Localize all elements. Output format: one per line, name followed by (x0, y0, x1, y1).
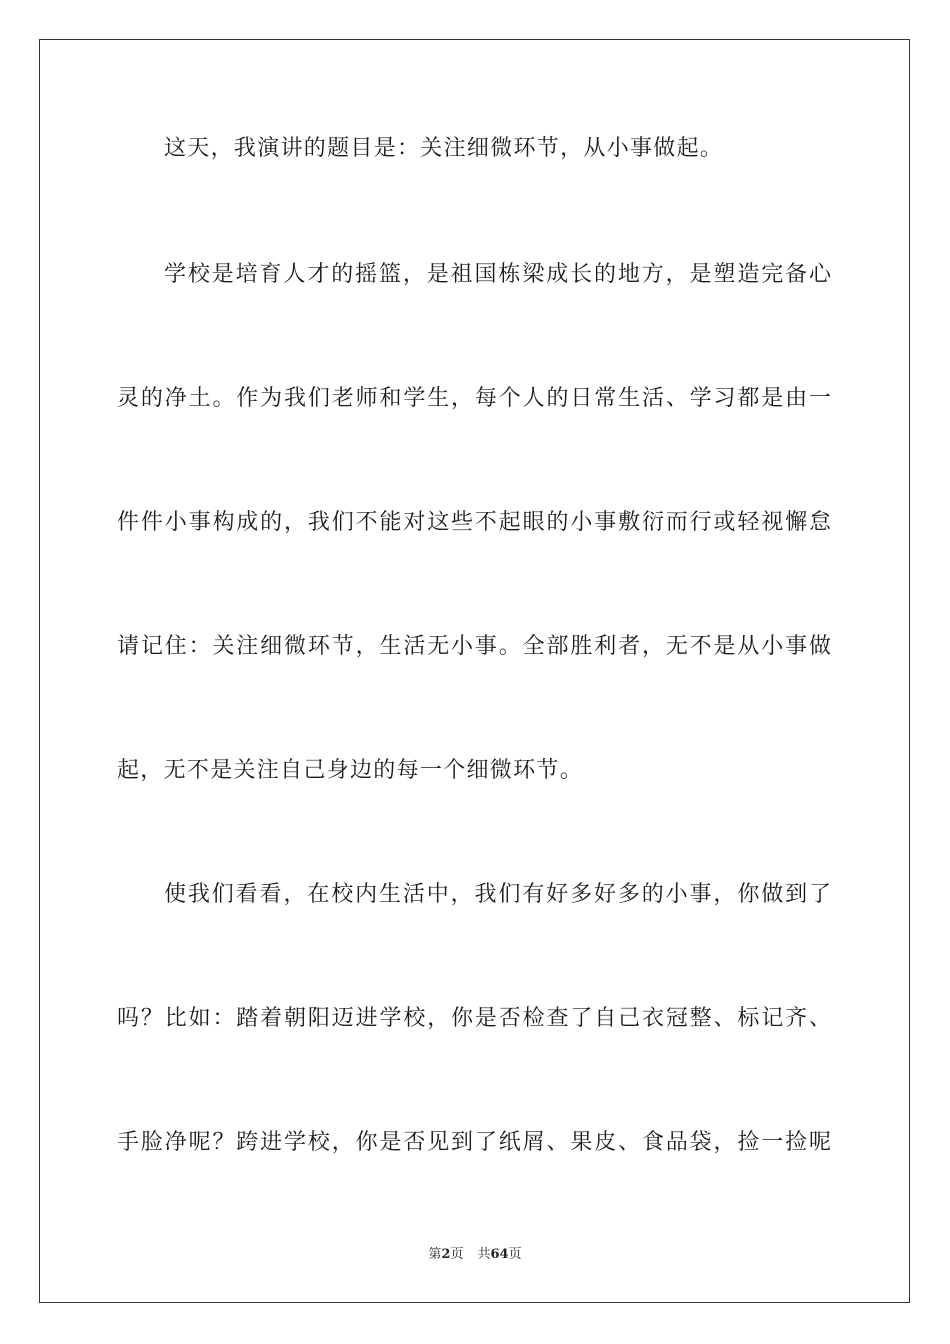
text-line-4: 件件小事构成的，我们不能对这些不起眼的小事敷衍而行或轻视懈怠 (117, 510, 831, 535)
page-footer (0, 1246, 950, 1264)
total-pages: 64 (490, 1247, 509, 1262)
text-line-3: 灵的净土。作为我们老师和学生，每个人的日常生活、学习都是由一 (117, 386, 831, 411)
page-number: 2 (441, 1247, 451, 1262)
text-line-6: 起，无不是关注自己身边的每一个细微环节。 (117, 758, 584, 783)
text-line-8: 吗？比如：踏着朝阳迈进学校，你是否检查了自己衣冠整、标记齐、 (117, 1006, 831, 1031)
text-line-5: 请记住：关注细微环节，生活无小事。全部胜利者，无不是从小事做 (117, 634, 831, 659)
text-line-2: 学校是培育人才的摇篮，是祖国栋梁成长的地方，是塑造完备心 (164, 262, 831, 287)
text-line-7: 使我们看看，在校内生活中，我们有好多好多的小事，你做到了 (164, 882, 831, 907)
page-prefix: 第 (428, 1247, 442, 1262)
text-line-1: 这天，我演讲的题目是：关注细微环节，从小事做起。 (164, 136, 724, 161)
total-suffix: 页 (508, 1247, 522, 1262)
text-line-9: 手脸净呢？跨进学校，你是否见到了纸屑、果皮、食品袋，捡一捡呢 (117, 1130, 831, 1155)
page-border (39, 39, 910, 1303)
page-suffix: 页 (450, 1247, 464, 1262)
total-prefix: 共 (477, 1247, 491, 1262)
